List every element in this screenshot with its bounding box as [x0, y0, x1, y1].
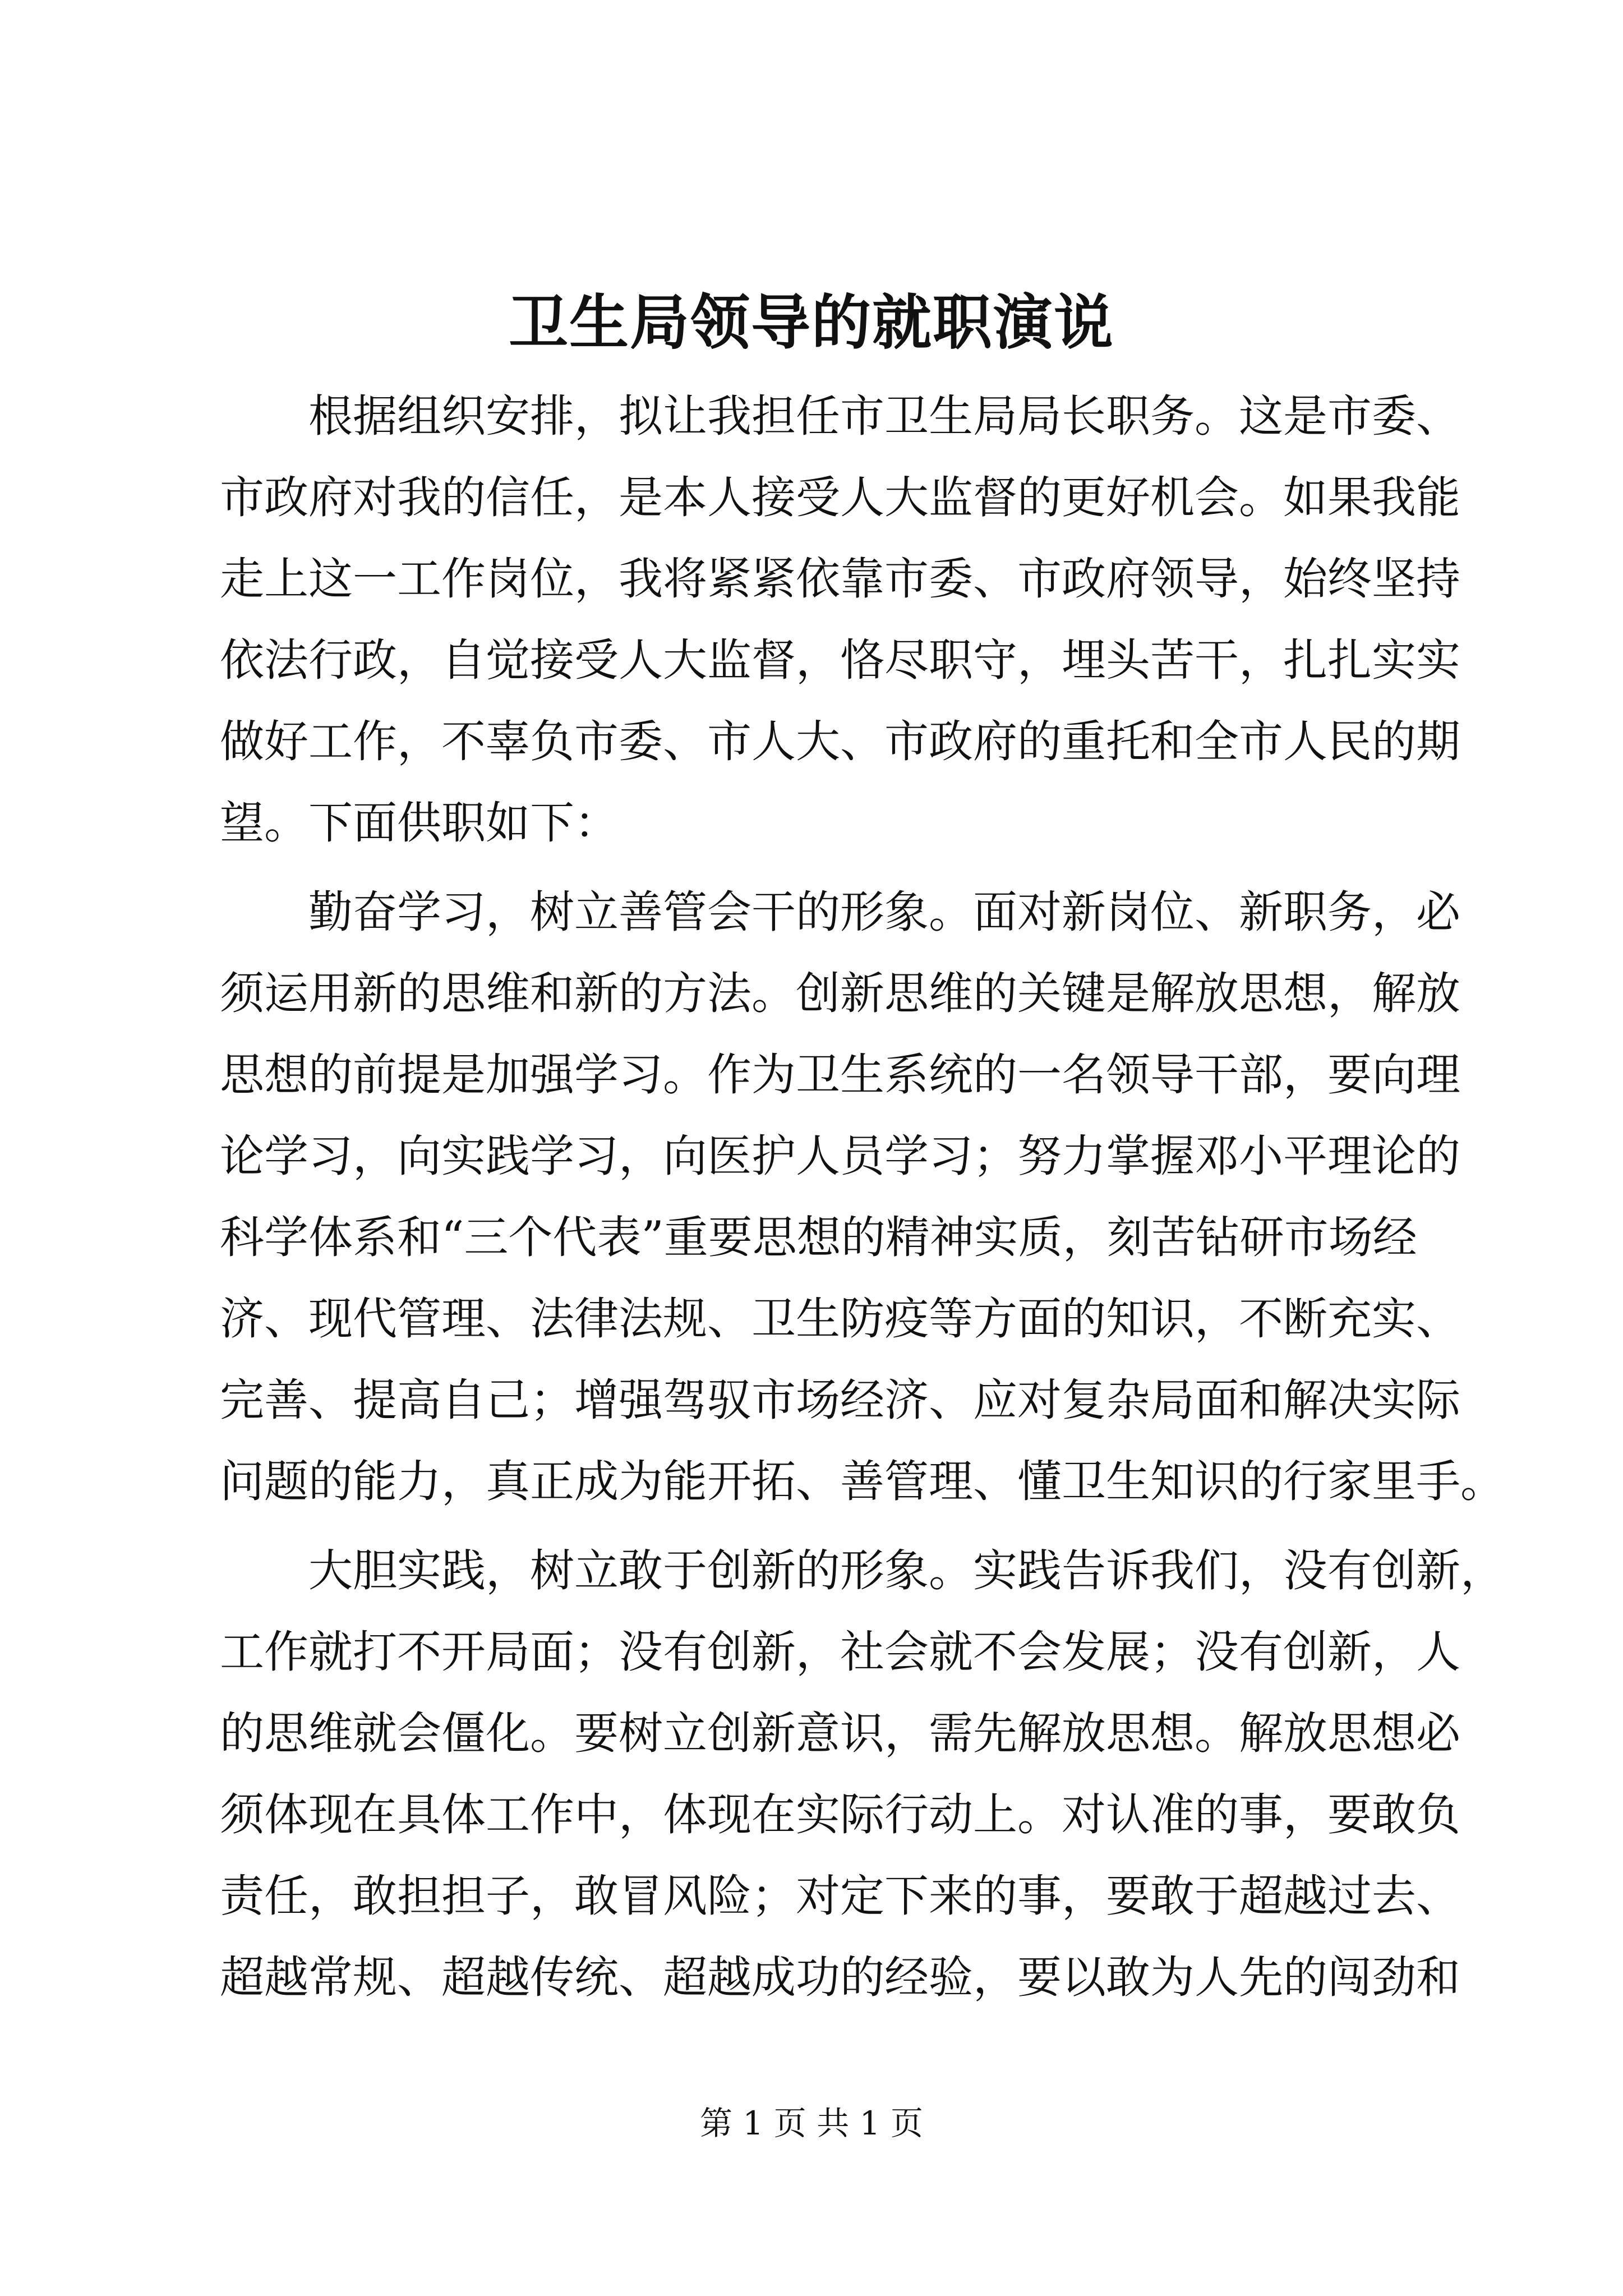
paragraph-line: 勤奋学习，树立善管会干的形象。面对新岗位、新职务，必 [308, 886, 1460, 938]
paragraph-3 [220, 1530, 1505, 2018]
paragraph-line: 济、现代管理、法律法规、卫生防疫等方面的知识，不断充实、 [220, 1293, 1460, 1345]
paragraph-line: 望。下面供职如下： [220, 797, 619, 849]
paragraph-line: 责任，敢担担子，敢冒风险；对定下来的事，要敢于超越过去、 [220, 1870, 1460, 1922]
paragraph-line: 依法行政，自觉接受人大监督，恪尽职守，埋头苦干，扎扎实实 [220, 634, 1460, 686]
paragraph-1 [220, 376, 1460, 864]
paragraph-line: 做好工作，不辜负市委、市人大、市政府的重托和全市人民的期 [220, 716, 1460, 767]
paragraph-line: 科学体系和“三个代表”重要思想的精神实质，刻苦钻研市场经 [220, 1212, 1417, 1263]
paragraph-line: 大胆实践，树立敢于创新的形象。实践告诉我们，没有创新， [308, 1545, 1505, 1596]
paragraph-line: 工作就打不开局面；没有创新，社会就不会发展；没有创新，人 [220, 1626, 1460, 1678]
paragraph-line: 走上这一工作岗位，我将紧紧依靠市委、市政府领导，始终坚持 [220, 553, 1460, 605]
paragraph-line: 须运用新的思维和新的方法。创新思维的关键是解放思想，解放 [220, 968, 1460, 1019]
paragraph-line: 问题的能力，真正成为能开拓、善管理、懂卫生知识的行家里手。 [220, 1456, 1505, 1507]
paragraph-line: 论学习，向实践学习，向医护人员学习；努力掌握邓小平理论的 [220, 1130, 1460, 1182]
document-body [220, 376, 1505, 2018]
paragraph-line: 根据组织安排，拟让我担任市卫生局局长职务。这是市委、 [308, 390, 1460, 442]
document-title: 卫生局领导的就职演说 [509, 287, 1114, 357]
paragraph-line: 完善、提高自己；增强驾驭市场经济、应对复杂局面和解决实际 [220, 1374, 1460, 1426]
paragraph-line: 的思维就会僵化。要树立创新意识，需先解放思想。解放思想必 [220, 1708, 1460, 1759]
paragraph-line: 思想的前提是加强学习。作为卫生系统的一名领导干部，要向理 [220, 1049, 1460, 1101]
paragraph-line: 市政府对我的信任，是本人接受人大监督的更好机会。如果我能 [220, 472, 1460, 523]
page-footer: 第 1 页 共 1 页 [700, 2104, 923, 2142]
paragraph-2 [220, 872, 1505, 1522]
paragraph-line: 超越常规、超越传统、超越成功的经验，要以敢为人先的闯劲和 [220, 1952, 1460, 2003]
paragraph-line: 须体现在具体工作中，体现在实际行动上。对认准的事，要敢负 [220, 1789, 1460, 1841]
